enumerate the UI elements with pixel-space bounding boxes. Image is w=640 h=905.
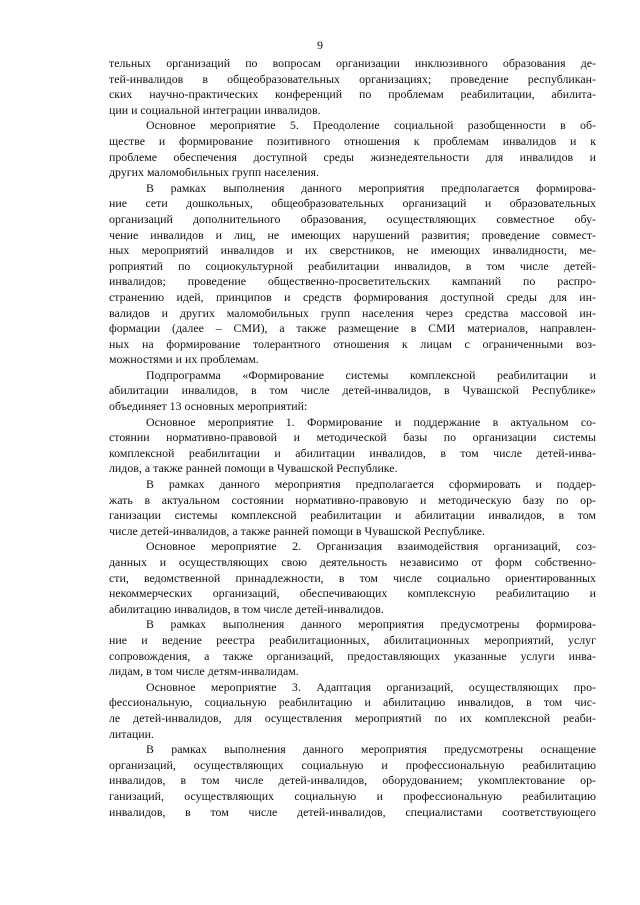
text-line: инвалидов, в том числе детей-инвалидов, специалистами соответствующего bbox=[109, 804, 596, 819]
text-line: Основное мероприятие 3. Адаптация организаций, осуществляющих про- bbox=[146, 679, 596, 694]
text-line: можностями и их проблемам. bbox=[109, 352, 259, 367]
text-line: числе детей-инвалидов, а также ранней помощи в Чувашской Республике. bbox=[109, 523, 486, 538]
text-line: тельных организаций по вопросам организации инклюзивного образования де- bbox=[109, 56, 596, 70]
body-text bbox=[109, 56, 596, 820]
text-line: валидов и других маломобильных групп населения через средства массовой ин- bbox=[109, 305, 596, 320]
text-line: сопровождения, а также организаций, предоставляющих указанные услуги инва- bbox=[109, 648, 596, 663]
text-line: тей-инвалидов в общеобразовательных организациях; проведение республикан- bbox=[109, 71, 596, 86]
text-line: организаций, осуществляющих социальную и профессиональную реабилитацию bbox=[109, 757, 596, 772]
text-line: сти, ведомственной принадлежности, в том числе социально ориентированных bbox=[109, 570, 596, 585]
text-line: фессиональную, социальную реабилитацию и абилитацию инвалидов, в том чис- bbox=[109, 695, 596, 710]
paragraph bbox=[109, 56, 596, 118]
text-line: странению идей, принципов и средств формирования доступной среды для ин- bbox=[109, 289, 596, 304]
text-line: ние и ведение реестра реабилитационных, абилитационных мероприятий, услуг bbox=[109, 632, 596, 647]
text-line: комплексной реабилитации и абилитации инвалидов, в том числе детей-инва- bbox=[109, 445, 596, 460]
text-line: Подпрограмма «Формирование системы комплексной реабилитации и bbox=[146, 367, 596, 382]
text-line: стоянии нормативно-правовой и методической базы по организации системы bbox=[109, 430, 596, 445]
paragraph bbox=[109, 118, 596, 180]
text-line: ганизации системы комплексной реабилитации и абилитации инвалидов, в том bbox=[109, 508, 596, 523]
text-line: В рамках выполнения данного мероприятия предусмотрены формирова- bbox=[146, 617, 596, 632]
paragraph bbox=[109, 742, 596, 820]
text-line: жать в актуальном состоянии нормативно-правовую и методическую базу по ор- bbox=[109, 492, 596, 507]
text-line: некоммерческих организаций, обеспечивающих комплексную реабилитацию и bbox=[109, 586, 596, 601]
text-line: Основное мероприятие 5. Преодоление социальной разобщенности в об- bbox=[146, 118, 596, 133]
text-line: ществе и формирование позитивного отношения к проблемам инвалидов и к bbox=[109, 133, 596, 148]
text-line: ских научно-практических конференций по проблемам реабилитации, абилита- bbox=[109, 87, 596, 102]
text-line: ганизаций, осуществляющих социальную и профессиональную реабилитацию bbox=[109, 788, 596, 803]
text-line: объединяет 13 основных мероприятий: bbox=[109, 399, 308, 414]
text-line: инвалидов; проведение общественно-просветительских кампаний по распро- bbox=[109, 274, 596, 289]
page-number: 9 bbox=[317, 38, 323, 52]
text-line: Основное мероприятие 2. Организация взаимодействия организаций, соз- bbox=[146, 539, 596, 554]
text-line: данных и осуществляющих свою деятельность независимо от форм собственно- bbox=[109, 555, 596, 569]
paragraph bbox=[109, 617, 596, 679]
text-line: лидов, а также ранней помощи в Чувашской Республике. bbox=[109, 461, 398, 476]
text-line: ле детей-инвалидов, для осуществления мероприятий по их комплексной реаби- bbox=[109, 710, 596, 725]
text-line: В рамках выполнения данного мероприятия предполагается формирова- bbox=[146, 180, 596, 195]
text-line: проблеме обеспечения доступной среды жизнедеятельности для инвалидов и bbox=[109, 149, 596, 164]
text-line: роприятий по социокультурной реабилитации инвалидов, в том числе детей- bbox=[109, 258, 596, 273]
text-line: абилитации инвалидов, в том числе детей-инвалидов, в Чувашской Республике» bbox=[109, 383, 596, 398]
text-line: других маломобильных групп населения. bbox=[109, 165, 319, 180]
paragraph bbox=[109, 415, 596, 477]
text-line: организаций дополнительного образования, осуществляющих совместное обу- bbox=[109, 211, 596, 226]
text-line: абилитацию инвалидов, в том числе детей-инвалидов. bbox=[109, 601, 384, 616]
text-line: ние сети дошкольных, общеобразовательных организаций и образовательных bbox=[109, 196, 596, 211]
text-line: инвалидов, в том числе детей-инвалидов, оборудованием; укомплектование ор- bbox=[109, 773, 596, 788]
text-line: ных мероприятий инвалидов и их сверстников, не имеющих инвалидности, ме- bbox=[109, 243, 596, 258]
text-line: ции и социальной интеграции инвалидов. bbox=[109, 102, 321, 117]
paragraph bbox=[109, 181, 596, 368]
paragraph bbox=[109, 539, 596, 617]
text-line: В рамках выполнения данного мероприятия предусмотрены оснащение bbox=[146, 742, 596, 757]
text-line: чение инвалидов и лиц, не имеющих нарушений развития; проведение совмест- bbox=[109, 227, 596, 242]
text-line: литации. bbox=[109, 726, 154, 741]
paragraph bbox=[109, 680, 596, 742]
text-line: формации (далее – СМИ), а также размещение в СМИ материалов, направлен- bbox=[109, 321, 596, 336]
paragraph bbox=[109, 477, 596, 539]
text-line: Основное мероприятие 1. Формирование и поддержание в актуальном со- bbox=[146, 414, 596, 429]
text-line: ных на формирование толерантного отношения к лицам с ограниченными воз- bbox=[109, 336, 596, 351]
paragraph bbox=[109, 368, 596, 415]
text-line: В рамках данного мероприятия предполагается сформировать и поддер- bbox=[146, 477, 596, 492]
text-line: лидам, в том числе детям-инвалидам. bbox=[109, 664, 299, 679]
